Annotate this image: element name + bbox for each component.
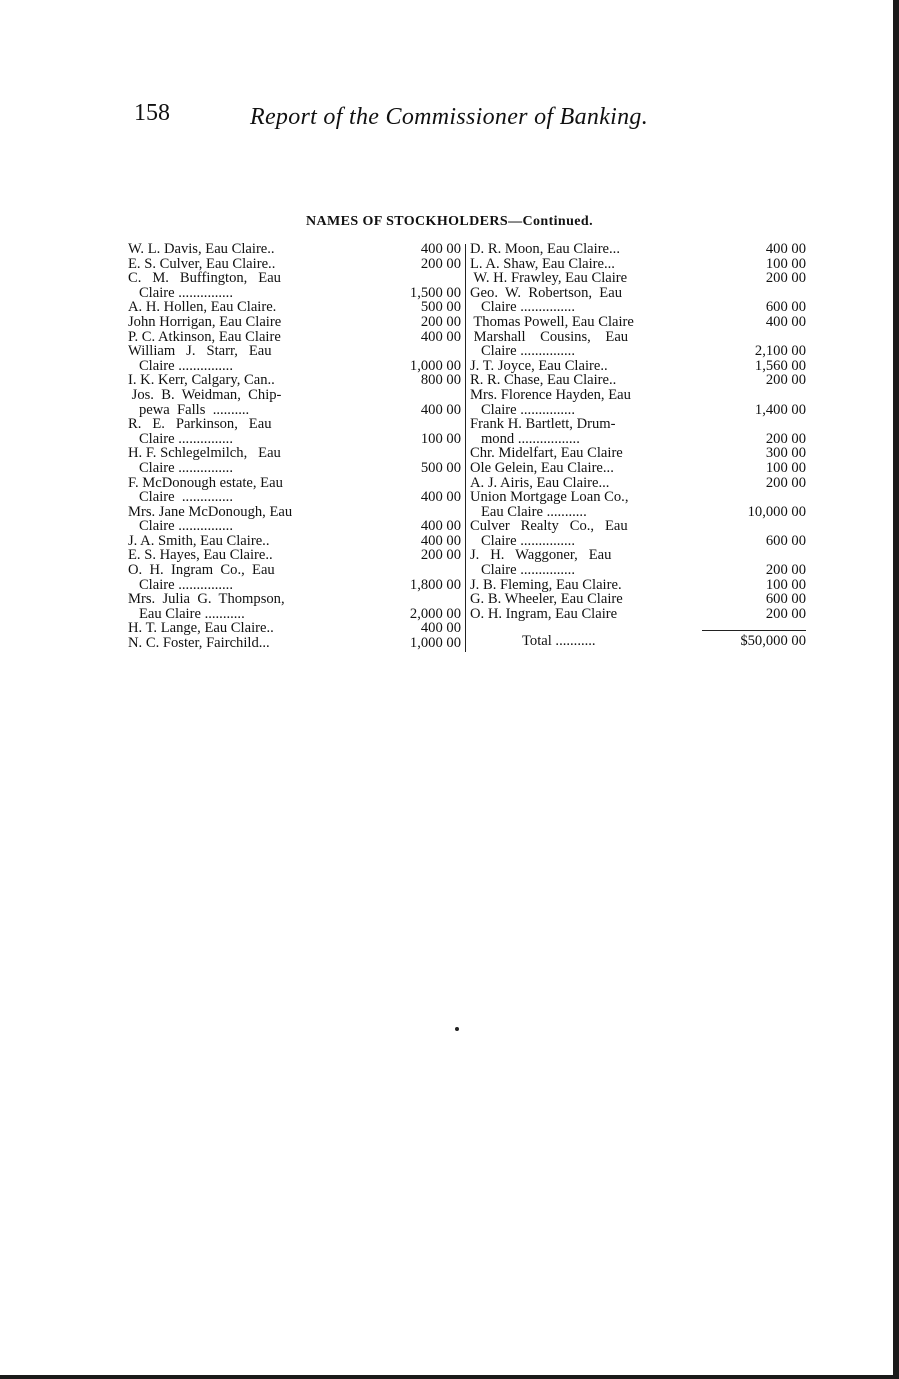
stockholder-row — [470, 271, 806, 286]
stockholder-amount: 100 00 — [765, 576, 806, 593]
stockholder-name: Mrs. Julia G. Thompson, — [128, 592, 285, 607]
stockholder-row — [470, 578, 806, 593]
stockholder-name: Claire ............... — [470, 533, 575, 549]
stockholder-amount: 300 00 — [765, 445, 806, 462]
stockholder-name: Mrs. Florence Hayden, Eau — [470, 387, 631, 403]
stockholder-amount: 1,560 00 — [754, 357, 806, 374]
stockholder-amount: 2,000 00 — [409, 605, 461, 622]
stockholder-amount: 400 00 — [420, 328, 461, 345]
stockholder-name: W. L. Davis, Eau Claire.. — [128, 242, 275, 257]
stockholder-name: L. A. Shaw, Eau Claire... — [470, 256, 615, 272]
stockholder-row — [128, 257, 461, 272]
stockholder-amount: 1,000 00 — [409, 357, 461, 374]
stockholder-amount: 200 00 — [765, 372, 806, 389]
stockholder-amount: 100 00 — [765, 459, 806, 476]
stockholder-row — [470, 257, 806, 272]
scan-edge-bottom — [0, 1375, 899, 1379]
stockholder-name: D. R. Moon, Eau Claire... — [470, 242, 620, 257]
stockholder-amount: 200 00 — [420, 255, 461, 272]
stockholder-name: R. R. Chase, Eau Claire.. — [470, 373, 617, 388]
stockholder-name: A. J. Airis, Eau Claire... — [470, 475, 610, 491]
stockholder-name: Chr. Midelfart, Eau Claire — [470, 446, 623, 461]
stockholder-amount: 600 00 — [765, 532, 806, 549]
stockholder-name: Claire ............... — [470, 344, 575, 359]
stockholder-amount: 1,400 00 — [754, 401, 806, 418]
stockholder-name: G. B. Wheeler, Eau Claire — [470, 592, 623, 607]
stockholder-row — [470, 563, 806, 578]
stockholder-amount: 100 00 — [765, 255, 806, 272]
stockholder-name: O. H. Ingram Co., Eau — [128, 563, 275, 578]
column-divider — [465, 244, 466, 652]
stockholder-amount: 400 00 — [420, 401, 461, 418]
stockholder-name: I. K. Kerr, Calgary, Can.. — [128, 373, 275, 388]
stockholder-row — [470, 548, 806, 563]
stockholder-row — [128, 388, 461, 403]
stockholder-row — [470, 373, 806, 388]
stockholder-name: F. McDonough estate, Eau — [128, 475, 283, 491]
stockholder-row — [128, 300, 461, 315]
total-label: Total ........... — [522, 634, 596, 650]
stockholder-row — [128, 607, 461, 622]
stockholder-row — [470, 505, 806, 520]
stockholder-name: pewa Falls .......... — [128, 402, 250, 418]
stockholder-name: Claire .............. — [128, 490, 233, 505]
stockholder-name: Claire ............... — [128, 519, 233, 534]
stockholder-row — [470, 242, 806, 257]
stockholder-row — [128, 476, 461, 491]
stockholder-name: John Horrigan, Eau Claire — [128, 314, 282, 330]
stockholder-row — [470, 344, 806, 359]
stockholder-row — [128, 505, 461, 520]
stockholder-name: Jos. B. Weidman, Chip- — [128, 387, 282, 403]
stockholder-row — [470, 592, 806, 607]
stockholder-amount: 1,500 00 — [409, 284, 461, 301]
stockholder-row — [470, 315, 806, 330]
stockholder-amount: 2,100 00 — [754, 343, 806, 360]
stockholder-name: J. A. Smith, Eau Claire.. — [128, 533, 270, 549]
stockholder-amount: 200 00 — [765, 605, 806, 622]
stockholder-row — [470, 359, 806, 374]
stockholder-name: R. E. Parkinson, Eau — [128, 417, 272, 432]
stockholder-amount: 1,000 00 — [409, 635, 461, 652]
stockholder-row — [470, 534, 806, 549]
stockholder-name: A. H. Hollen, Eau Claire. — [128, 300, 277, 315]
stockholder-row — [128, 592, 461, 607]
stockholder-name: W. H. Frawley, Eau Claire — [470, 271, 628, 286]
stockholder-name: Claire ............... — [470, 300, 575, 315]
running-title: Report of the Commissioner of Banking. — [250, 104, 649, 130]
stockholder-amount: 200 00 — [765, 270, 806, 287]
section-heading: NAMES OF STOCKHOLDERS—Continued. — [305, 214, 594, 229]
stockholder-row — [128, 446, 461, 461]
stockholder-row — [470, 432, 806, 447]
total-amount: $50,000 00 — [702, 630, 806, 649]
stockholder-row — [470, 461, 806, 476]
stockholder-name: Union Mortgage Loan Co., — [470, 490, 629, 505]
stockholder-row — [128, 461, 461, 476]
stockholder-name: Mrs. Jane McDonough, Eau — [128, 504, 293, 520]
total-row — [470, 630, 806, 649]
stockholder-name: Claire ............... — [128, 460, 233, 476]
stockholder-row — [470, 388, 806, 403]
stockholder-name: O. H. Ingram, Eau Claire — [470, 606, 618, 622]
stockholder-amount: 400 00 — [420, 489, 461, 506]
stockholder-row — [128, 636, 461, 651]
stockholder-row — [128, 519, 461, 534]
stockholder-name: Claire ............... — [128, 431, 233, 447]
stockholder-row — [470, 476, 806, 491]
stockholder-amount: 200 00 — [765, 430, 806, 447]
stockholder-row — [128, 330, 461, 345]
stockholder-amount: 400 00 — [420, 241, 461, 257]
stockholder-amount: 200 00 — [420, 313, 461, 330]
stockholder-amount: 200 00 — [420, 547, 461, 564]
stockholder-name: H. F. Schlegelmilch, Eau — [128, 446, 281, 461]
stockholder-amount: 600 00 — [765, 299, 806, 316]
stockholder-row — [128, 432, 461, 447]
stockholder-row — [470, 417, 806, 432]
stockholder-name: Frank H. Bartlett, Drum- — [470, 417, 616, 432]
stockholder-amount: 400 00 — [420, 532, 461, 549]
stockholder-row — [470, 286, 806, 301]
stockholders-left-column — [128, 242, 461, 651]
stockholder-name: N. C. Foster, Fairchild... — [128, 636, 270, 651]
stockholder-name: J. B. Fleming, Eau Claire. — [470, 577, 622, 593]
stockholder-amount: 400 00 — [765, 313, 806, 330]
stockholder-row — [128, 344, 461, 359]
stockholder-row — [470, 519, 806, 534]
right-rows — [470, 242, 806, 621]
stockholder-row — [470, 300, 806, 315]
stockholder-row — [470, 490, 806, 505]
stockholder-name: Claire ............... — [470, 402, 575, 418]
stockholder-name: Claire ............... — [128, 358, 233, 374]
stockholder-name: C. M. Buffington, Eau — [128, 271, 281, 286]
stockholder-row — [128, 359, 461, 374]
stockholder-row — [128, 578, 461, 593]
stockholder-name: P. C. Atkinson, Eau Claire — [128, 329, 281, 345]
stockholder-amount: 400 00 — [765, 241, 806, 257]
stockholder-row — [470, 446, 806, 461]
page-number: 158 — [134, 100, 170, 126]
scan-edge-right — [893, 0, 899, 1379]
stockholder-row — [128, 490, 461, 505]
stockholder-row — [128, 534, 461, 549]
stockholder-amount: 400 00 — [420, 518, 461, 535]
stockholder-row — [128, 548, 461, 563]
stockholder-amount: 100 00 — [420, 430, 461, 447]
stockholder-row — [128, 286, 461, 301]
stockholder-amount: 1,800 00 — [409, 576, 461, 593]
stockholder-name: Claire ............... — [128, 577, 233, 593]
stockholders-right-column — [470, 242, 806, 649]
stockholder-name: Ole Gelein, Eau Claire... — [470, 460, 614, 476]
stockholder-row — [128, 403, 461, 418]
stockholder-row — [128, 315, 461, 330]
stockholder-amount: 500 00 — [420, 299, 461, 316]
stockholder-name: Claire ............... — [128, 285, 233, 301]
stockholder-name: J. T. Joyce, Eau Claire.. — [470, 358, 608, 374]
stockholder-amount: 400 00 — [420, 620, 461, 637]
stockholder-name: mond ................. — [470, 431, 580, 447]
stockholder-amount: 200 00 — [765, 474, 806, 491]
stockholder-row — [470, 403, 806, 418]
stockholder-row — [128, 271, 461, 286]
stockholder-name: Claire ............... — [470, 563, 575, 578]
stockholder-name: J. H. Waggoner, Eau — [470, 548, 612, 564]
stockholder-name: Eau Claire ........... — [470, 504, 587, 520]
stockholder-name: E. S. Culver, Eau Claire.. — [128, 256, 276, 272]
stockholder-name: H. T. Lange, Eau Claire.. — [128, 621, 274, 637]
stockholder-name: Geo. W. Robertson, Eau — [470, 285, 623, 301]
stockholder-row — [128, 417, 461, 432]
stockholder-amount: 10,000 00 — [747, 503, 806, 520]
stockholder-name: Culver Realty Co., Eau — [470, 519, 628, 534]
stockholder-amount: 500 00 — [420, 459, 461, 476]
stockholder-row — [128, 563, 461, 578]
stockholder-row — [128, 621, 461, 636]
stockholder-row — [128, 242, 461, 257]
stockholder-name: E. S. Hayes, Eau Claire.. — [128, 548, 273, 564]
print-speck — [455, 1027, 459, 1031]
stockholder-amount: 200 00 — [765, 562, 806, 579]
stockholder-name: William J. Starr, Eau — [128, 344, 272, 359]
stockholder-row — [128, 373, 461, 388]
stockholder-name: Marshall Cousins, Eau — [470, 329, 629, 345]
stockholder-name: Eau Claire ........... — [128, 606, 245, 622]
stockholder-amount: 600 00 — [765, 591, 806, 608]
stockholder-amount: 800 00 — [420, 372, 461, 389]
stockholder-row — [470, 330, 806, 345]
stockholder-name: Thomas Powell, Eau Claire — [470, 314, 634, 330]
stockholder-row — [470, 607, 806, 622]
